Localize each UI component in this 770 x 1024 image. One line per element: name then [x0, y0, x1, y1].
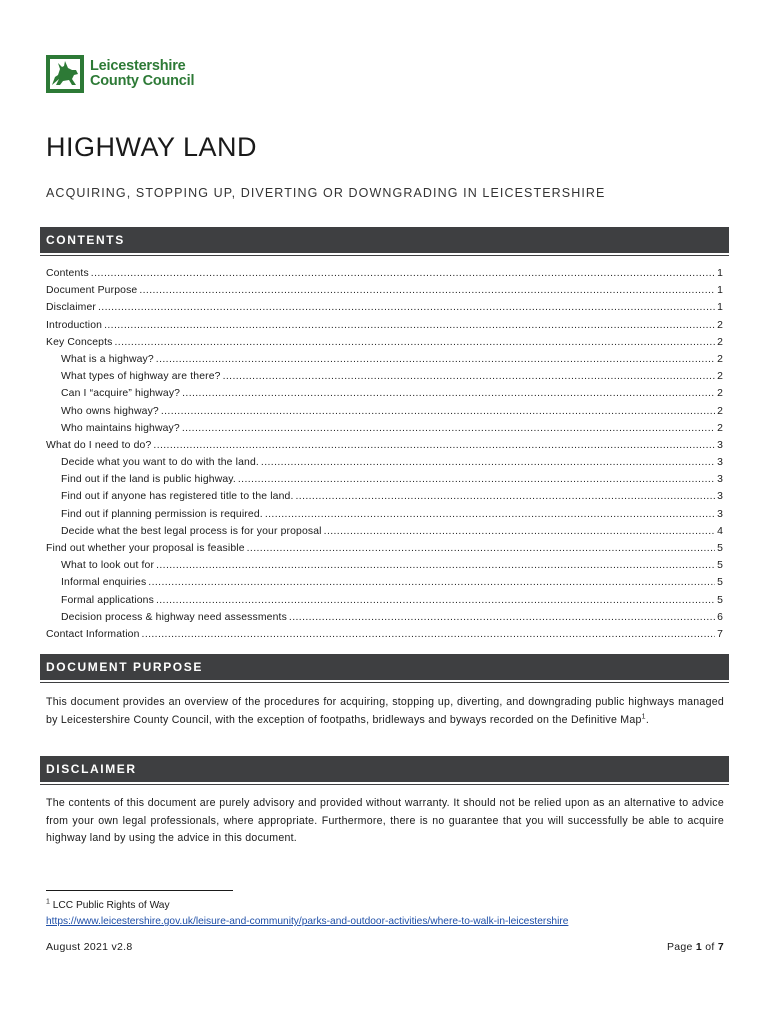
toc-entry[interactable] — [46, 406, 723, 423]
footnote — [46, 898, 568, 930]
footnote-text: LCC Public Rights of Way — [52, 900, 170, 911]
toc-leader-dots — [156, 354, 715, 365]
toc-leader-dots — [265, 509, 715, 520]
purpose-body: This document provides an overview of the procedures for acquiring, stopping up, diverting, and downgrading public highways managed by Leicestershire County Council, with the exception of footpaths, bridleways and byways recorded on the Definitive Map — [46, 696, 724, 726]
toc-leader-dots — [296, 491, 716, 502]
toc-entry-page: 2 — [717, 353, 723, 365]
toc-entry-label: Decide what you want to do with the land. — [61, 457, 259, 469]
toc-entry-label: What do I need to do? — [46, 439, 152, 451]
toc-entry[interactable] — [46, 612, 723, 629]
toc-entry-label: Formal applications — [61, 594, 154, 606]
footnote-ref[interactable]: 1 — [641, 712, 646, 720]
toc-entry[interactable] — [46, 629, 723, 646]
toc-leader-dots — [261, 457, 715, 468]
toc-entry[interactable] — [46, 268, 723, 285]
toc-leader-dots — [182, 423, 715, 434]
document-purpose-heading: DOCUMENT PURPOSE — [40, 654, 729, 680]
toc-entry[interactable] — [46, 543, 723, 560]
toc-entry-page: 3 — [717, 474, 723, 486]
toc-entry-label: Disclaimer — [46, 302, 96, 314]
footer-page-number — [667, 941, 724, 953]
toc-entry-page: 2 — [717, 405, 723, 417]
table-of-contents — [46, 268, 723, 646]
footnote-divider — [46, 890, 233, 891]
toc-entry[interactable] — [46, 388, 723, 405]
toc-entry[interactable] — [46, 577, 723, 594]
toc-leader-dots — [98, 302, 715, 313]
council-name — [90, 59, 194, 89]
disclaimer-text: The contents of this document are purely advisory and provided without warranty. It should not be relied upon as an alternative to advice from your own legal professionals, where appropriate. Furthermore, there is no guarantee that you will successfully be able to acquire highway land by using the advice in this document. — [46, 797, 724, 844]
toc-entry-label: Contact Information — [46, 628, 140, 640]
toc-entry-label: Key Concepts — [46, 336, 113, 348]
footnote-number: 1 — [46, 898, 50, 906]
toc-entry-label: Contents — [46, 268, 89, 279]
toc-entry[interactable] — [46, 337, 723, 354]
toc-entry-page: 3 — [717, 491, 723, 503]
toc-entry-page: 3 — [717, 439, 723, 451]
toc-entry-label: Decision process & highway need assessments — [61, 611, 287, 623]
toc-entry-label: What is a highway? — [61, 353, 154, 365]
toc-entry[interactable] — [46, 302, 723, 319]
toc-entry[interactable] — [46, 526, 723, 543]
toc-entry-page: 4 — [717, 525, 723, 537]
toc-leader-dots — [104, 320, 715, 331]
toc-leader-dots — [156, 595, 715, 606]
toc-leader-dots — [91, 268, 715, 279]
toc-entry-page: 3 — [717, 457, 723, 469]
toc-entry-page: 2 — [717, 388, 723, 400]
toc-entry[interactable] — [46, 509, 723, 526]
toc-leader-dots — [223, 371, 715, 382]
toc-entry-page: 2 — [717, 336, 723, 348]
footer-version: August 2021 v2.8 — [46, 941, 133, 953]
toc-entry[interactable] — [46, 371, 723, 388]
toc-leader-dots — [289, 612, 715, 623]
toc-entry-label: Who owns highway? — [61, 405, 159, 417]
toc-entry-page: 1 — [717, 302, 723, 314]
fox-emblem-icon — [46, 55, 84, 93]
toc-entry-label: Introduction — [46, 319, 103, 331]
toc-leader-dots — [153, 440, 715, 451]
toc-entry[interactable] — [46, 285, 723, 302]
toc-leader-dots — [238, 474, 715, 485]
council-logo — [46, 55, 194, 93]
toc-entry-label: Decide what the best legal process is for your proposal — [61, 525, 322, 537]
footer-page-word: Page — [666, 941, 693, 953]
toc-entry[interactable] — [46, 457, 723, 474]
toc-leader-dots — [156, 560, 715, 571]
toc-entry-page: 2 — [717, 422, 723, 434]
toc-entry-label: What types of highway are there? — [61, 371, 221, 383]
toc-entry-page: 7 — [717, 628, 723, 640]
toc-entry-page: 1 — [717, 268, 723, 279]
document-purpose-text — [46, 694, 724, 729]
contents-heading: CONTENTS — [40, 227, 729, 253]
toc-entry-label: Who maintains highway? — [61, 422, 180, 434]
toc-entry-page: 5 — [717, 560, 723, 572]
toc-entry[interactable] — [46, 595, 723, 612]
toc-entry-label: What to look out for — [61, 560, 155, 572]
toc-entry-page: 3 — [717, 508, 723, 520]
toc-entry-label: Informal enquiries — [61, 577, 147, 589]
toc-leader-dots — [247, 543, 715, 554]
document-subtitle: ACQUIRING, STOPPING UP, DIVERTING OR DOWNGRADING IN LEICESTERSHIRE — [46, 186, 606, 200]
council-name-line2: County Council — [90, 73, 195, 89]
toc-entry-page: 5 — [717, 594, 723, 606]
toc-leader-dots — [161, 406, 715, 417]
purpose-end: . — [645, 713, 650, 726]
toc-leader-dots — [182, 388, 715, 399]
council-name-line1: Leicestershire — [90, 58, 186, 74]
toc-entry[interactable] — [46, 560, 723, 577]
toc-entry[interactable] — [46, 423, 723, 440]
toc-entry-page: 2 — [717, 371, 723, 383]
disclaimer-heading: DISCLAIMER — [40, 756, 729, 782]
toc-entry[interactable] — [46, 320, 723, 337]
toc-entry-label: Can I “acquire” highway? — [61, 388, 181, 400]
toc-leader-dots — [324, 526, 715, 537]
toc-entry[interactable] — [46, 440, 723, 457]
footnote-link[interactable]: https://www.leicestershire.gov.uk/leisure-and-community/parks-and-outdoor-activities/where-to-walk-in-leicestershire — [46, 916, 569, 927]
toc-entry-page: 6 — [717, 611, 723, 623]
toc-entry[interactable] — [46, 491, 723, 508]
toc-entry-page: 5 — [717, 577, 723, 589]
toc-entry-label: Find out if the land is public highway. — [61, 474, 236, 486]
toc-leader-dots — [115, 337, 716, 348]
footer-page-total: 7 — [717, 941, 724, 953]
toc-entry-page: 1 — [717, 285, 723, 297]
toc-entry-label: Find out if planning permission is required. — [61, 508, 263, 520]
footer-page-current: 1 — [695, 941, 703, 953]
toc-entry-label: Find out whether your proposal is feasible — [46, 543, 245, 554]
toc-entry[interactable] — [46, 354, 723, 371]
toc-leader-dots — [142, 629, 716, 640]
toc-leader-dots — [139, 285, 715, 296]
toc-entry-label: Document Purpose — [46, 285, 138, 297]
toc-entry-page: 2 — [717, 319, 723, 331]
toc-entry[interactable] — [46, 474, 723, 491]
toc-entry-label: Find out if anyone has registered title to the land. — [61, 491, 294, 503]
toc-leader-dots — [148, 577, 715, 588]
document-title: HIGHWAY LAND — [46, 132, 258, 162]
toc-entry-page: 5 — [717, 543, 723, 554]
footer-page-of: of — [705, 941, 715, 953]
